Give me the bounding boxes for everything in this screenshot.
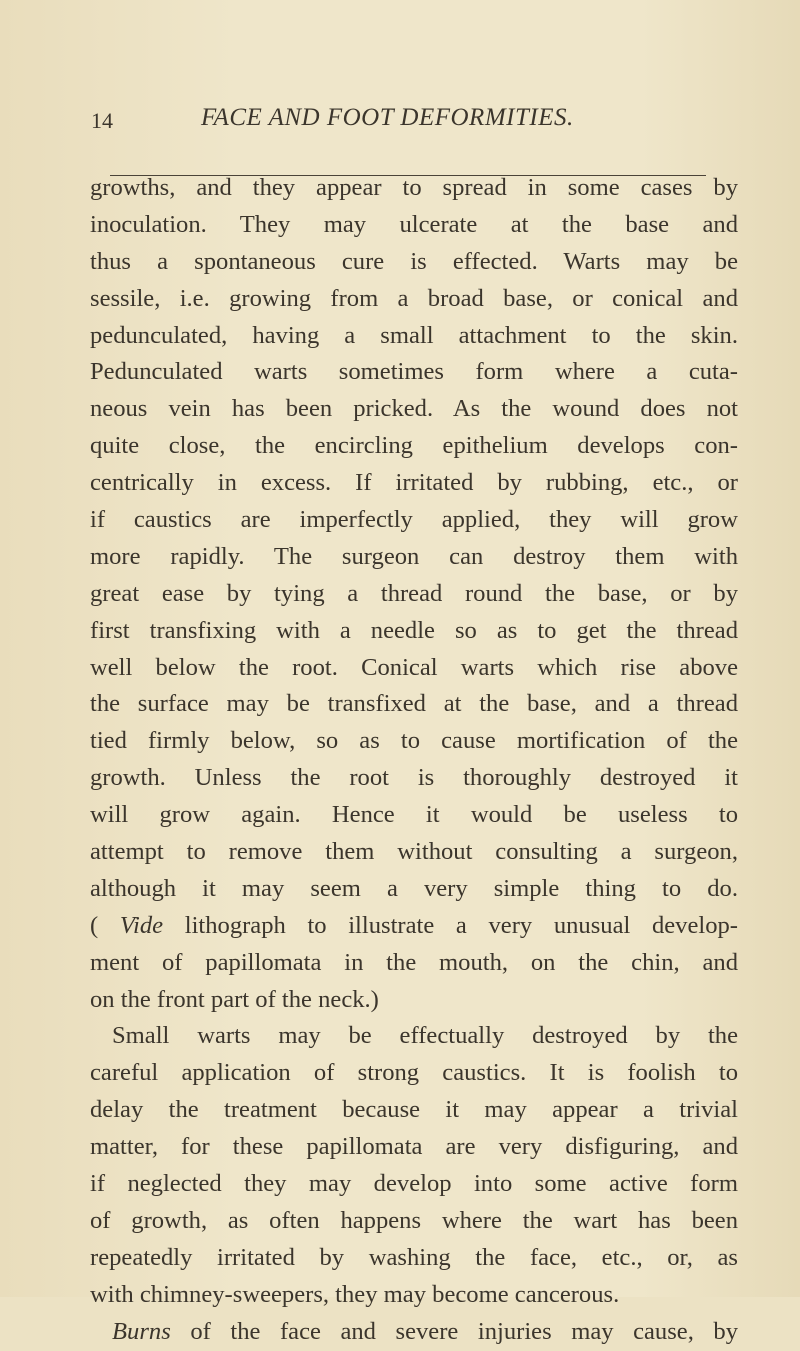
text-line (90, 982, 738, 1019)
line-text: repeatedly irritated by washing the face, etc., or, as (90, 1243, 738, 1271)
line-content (90, 986, 379, 1013)
line-text: with chimney-sweepers, they may become cancerous. (90, 1280, 620, 1308)
line-text: tied firmly below, so as to cause mortification of the (90, 727, 738, 755)
line-content (90, 358, 738, 385)
line-content (90, 690, 738, 717)
line-content (90, 322, 738, 349)
text-line (90, 650, 738, 687)
body-text (90, 170, 738, 1351)
line-text: great ease by tying a thread round the base, or by (90, 579, 738, 607)
text-line (90, 391, 738, 428)
text-line (90, 760, 738, 797)
text-line (90, 1240, 738, 1277)
line-content (90, 1059, 738, 1086)
line-text: first transfixing with a needle so as to get the thread (90, 616, 738, 644)
text-line (90, 1055, 738, 1092)
line-text: well below the root. Conical warts which rise above (90, 653, 738, 681)
text-line (90, 318, 738, 355)
line-content (112, 1022, 738, 1049)
line-text: ment of papillomata in the mouth, on the chin, and (90, 948, 738, 976)
text-line (90, 1129, 738, 1166)
line-content (90, 1170, 738, 1197)
line-text: Pedunculated warts sometimes form where a cuta- (90, 358, 738, 386)
text-line (90, 1277, 738, 1314)
running-title: FACE AND FOOT DEFORMITIES. (201, 104, 574, 131)
line-content (90, 469, 738, 496)
line-text: thus a spontaneous cure is effected. Warts may be (90, 247, 738, 275)
text-line (90, 539, 738, 576)
line-text: inoculation. They may ulcerate at the base and (90, 210, 738, 238)
text-line (90, 1166, 738, 1203)
line-content (90, 1281, 619, 1308)
line-text: more rapidly. The surgeon can destroy them with (90, 542, 738, 570)
line-text: lithograph to illustrate a very unusual develop- (163, 911, 739, 939)
text-line (90, 170, 738, 207)
line-content (90, 395, 738, 422)
line-text: quite close, the encircling epithelium develops con- (90, 432, 738, 460)
line-content (90, 727, 738, 754)
line-content (112, 1318, 738, 1345)
line-text: centrically in excess. If irritated by rubbing, etc., or (90, 469, 738, 497)
text-line (90, 1314, 738, 1351)
text-line (90, 428, 738, 465)
text-line (90, 207, 738, 244)
text-line (90, 465, 738, 502)
line-text: if neglected they may develop into some active form (90, 1170, 738, 1198)
line-content (90, 654, 738, 681)
line-content (90, 1244, 738, 1271)
line-content (90, 211, 738, 238)
line-content (90, 1133, 738, 1160)
line-text: delay the treatment because it may appear a trivial (90, 1096, 738, 1124)
line-text: Small warts may be effectually destroyed by the (112, 1022, 738, 1050)
text-line (90, 723, 738, 760)
line-text: of growth, as often happens where the wart has been (90, 1206, 738, 1234)
line-text: pedunculated, having a small attachment to the skin. (90, 321, 738, 349)
line-text: growths, and they appear to spread in some cases by (90, 174, 738, 201)
page-header (91, 104, 741, 136)
text-line (90, 502, 738, 539)
text-line (90, 1203, 738, 1240)
line-content (90, 580, 738, 607)
line-content (90, 174, 738, 201)
line-content (90, 543, 738, 570)
line-content (90, 949, 738, 976)
italic-term: Burns (112, 1317, 171, 1345)
line-content (90, 1096, 738, 1123)
text-line (90, 871, 738, 908)
line-content (90, 285, 738, 312)
line-content (90, 506, 738, 533)
line-text: growth. Unless the root is thoroughly destroyed it (90, 764, 738, 792)
line-text: if caustics are imperfectly applied, they will grow (90, 506, 738, 534)
line-content (90, 875, 738, 902)
line-text: will grow again. Hence it would be useless to (90, 801, 738, 829)
line-text: matter, for these papillomata are very disfiguring, and (90, 1133, 738, 1161)
line-text: neous vein has been pricked. As the wound does not (90, 395, 738, 423)
text-line (90, 1092, 738, 1129)
line-content (90, 838, 738, 865)
line-content (90, 801, 738, 828)
line-text: careful application of strong caustics. It is foolish to (90, 1059, 738, 1087)
text-line (90, 1018, 738, 1055)
line-content (90, 248, 738, 275)
line-text: although it may seem a very simple thing to do. (90, 874, 738, 902)
line-text: on the front part of the neck.) (90, 985, 379, 1013)
text-line (90, 945, 738, 982)
text-line (90, 281, 738, 318)
line-content (90, 1207, 738, 1234)
text-line (90, 613, 738, 650)
italic-term: Vide (119, 911, 164, 939)
line-prefix: ( (90, 911, 120, 939)
line-text: attempt to remove them without consulting a surgeon, (90, 838, 738, 866)
text-line (90, 908, 738, 945)
text-line (90, 686, 738, 723)
line-content (90, 764, 738, 791)
text-line (90, 576, 738, 613)
line-text: sessile, i.e. growing from a broad base, or conical and (90, 284, 738, 312)
text-line (90, 797, 738, 834)
line-content (90, 912, 738, 939)
line-text: the surface may be transfixed at the base, and a thread (90, 690, 738, 718)
text-line (90, 834, 738, 871)
page-number: 14 (91, 108, 113, 133)
line-content (90, 617, 738, 644)
line-content (90, 432, 738, 459)
text-line (90, 354, 738, 391)
line-text: of the face and severe injuries may cause, by (170, 1317, 738, 1345)
text-line (90, 244, 738, 281)
